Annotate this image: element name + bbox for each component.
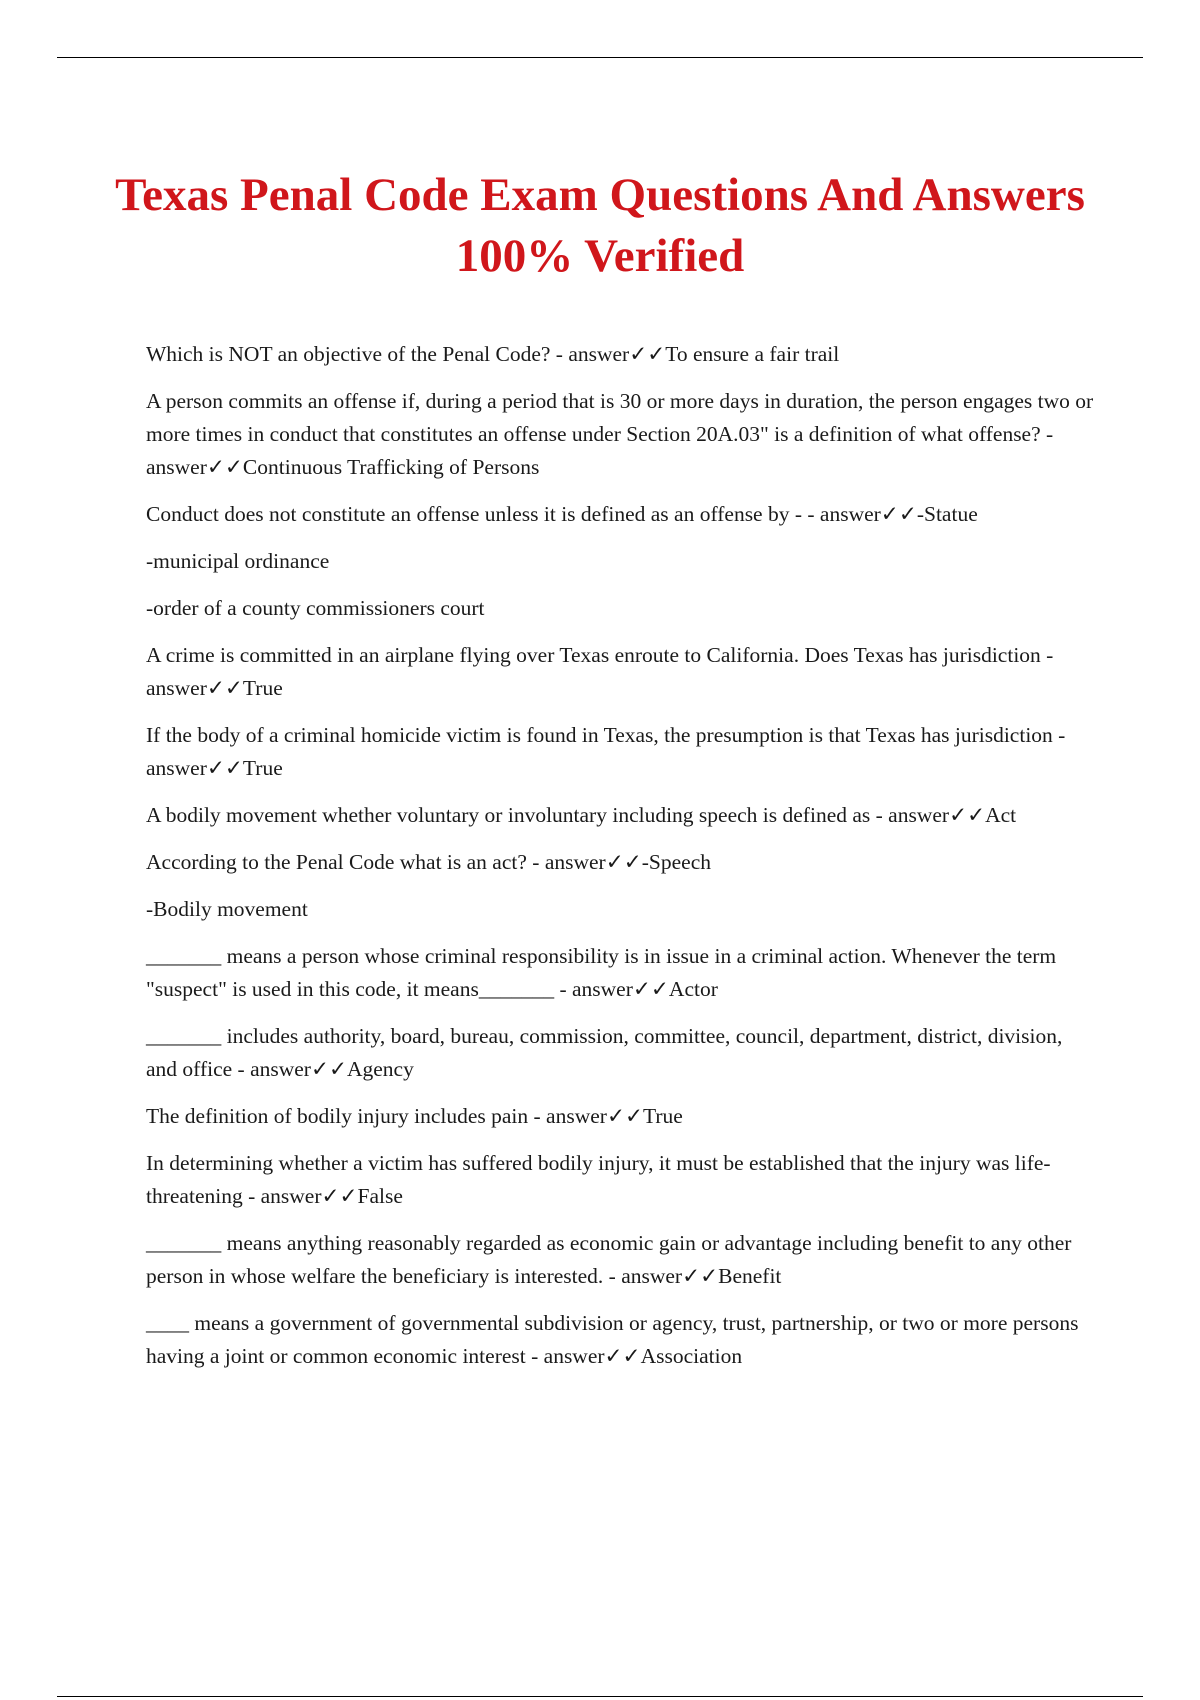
qa-paragraph: _______ means a person whose criminal responsibility is in issue in a criminal action. Whenever the term "suspect" is used in this code, it means_______ - answer✓✓Actor — [146, 944, 1057, 1001]
qa-paragraph: -municipal ordinance — [146, 549, 330, 573]
bottom-rule — [57, 1696, 1143, 1697]
qa-paragraph: ____ means a government of governmental subdivision or agency, trust, partnership, or two or more persons having a joint or common economic interest - answer✓✓Association — [146, 1311, 1079, 1368]
document-title: Texas Penal Code Exam Questions And Answers 100% Verified — [115, 169, 1085, 282]
qa-paragraph: A bodily movement whether voluntary or involuntary including speech is defined as - answer✓✓Act — [146, 803, 1017, 827]
qa-paragraph: _______ includes authority, board, bureau, commission, committee, council, department, district, division, and office - answer✓✓Agency — [146, 1024, 1063, 1081]
qa-paragraph: _______ means anything reasonably regarded as economic gain or advantage including benefit to any other person in whose welfare the beneficiary is interested. - answer✓✓Benefit — [146, 1231, 1072, 1288]
qa-paragraph: -order of a county commissioners court — [146, 596, 485, 620]
qa-paragraph: Conduct does not constitute an offense unless it is defined as an offense by - - answer✓✓-Statue — [146, 502, 978, 526]
qa-paragraph: If the body of a criminal homicide victim is found in Texas, the presumption is that Texas has jurisdiction - answer✓✓True — [146, 723, 1066, 780]
qa-paragraph: According to the Penal Code what is an act? - answer✓✓-Speech — [146, 850, 711, 874]
qa-paragraph: In determining whether a victim has suffered bodily injury, it must be established that the injury was life-threatening - answer✓✓False — [146, 1151, 1051, 1208]
document-body — [146, 338, 1096, 1387]
qa-paragraph: -Bodily movement — [146, 897, 308, 921]
qa-paragraph: A crime is committed in an airplane flying over Texas enroute to California. Does Texas has jurisdiction - answer✓✓True — [146, 643, 1054, 700]
qa-paragraph: A person commits an offense if, during a period that is 30 or more days in duration, the person engages two or more times in conduct that constitutes an offense under Section 20A.03" is a definition of what offense? - answer✓✓Continuous Trafficking of Persons — [146, 389, 1094, 479]
top-rule — [57, 57, 1143, 58]
qa-paragraph: The definition of bodily injury includes pain - answer✓✓True — [146, 1104, 683, 1128]
qa-paragraph: Which is NOT an objective of the Penal Code? - answer✓✓To ensure a fair trail — [146, 342, 840, 366]
